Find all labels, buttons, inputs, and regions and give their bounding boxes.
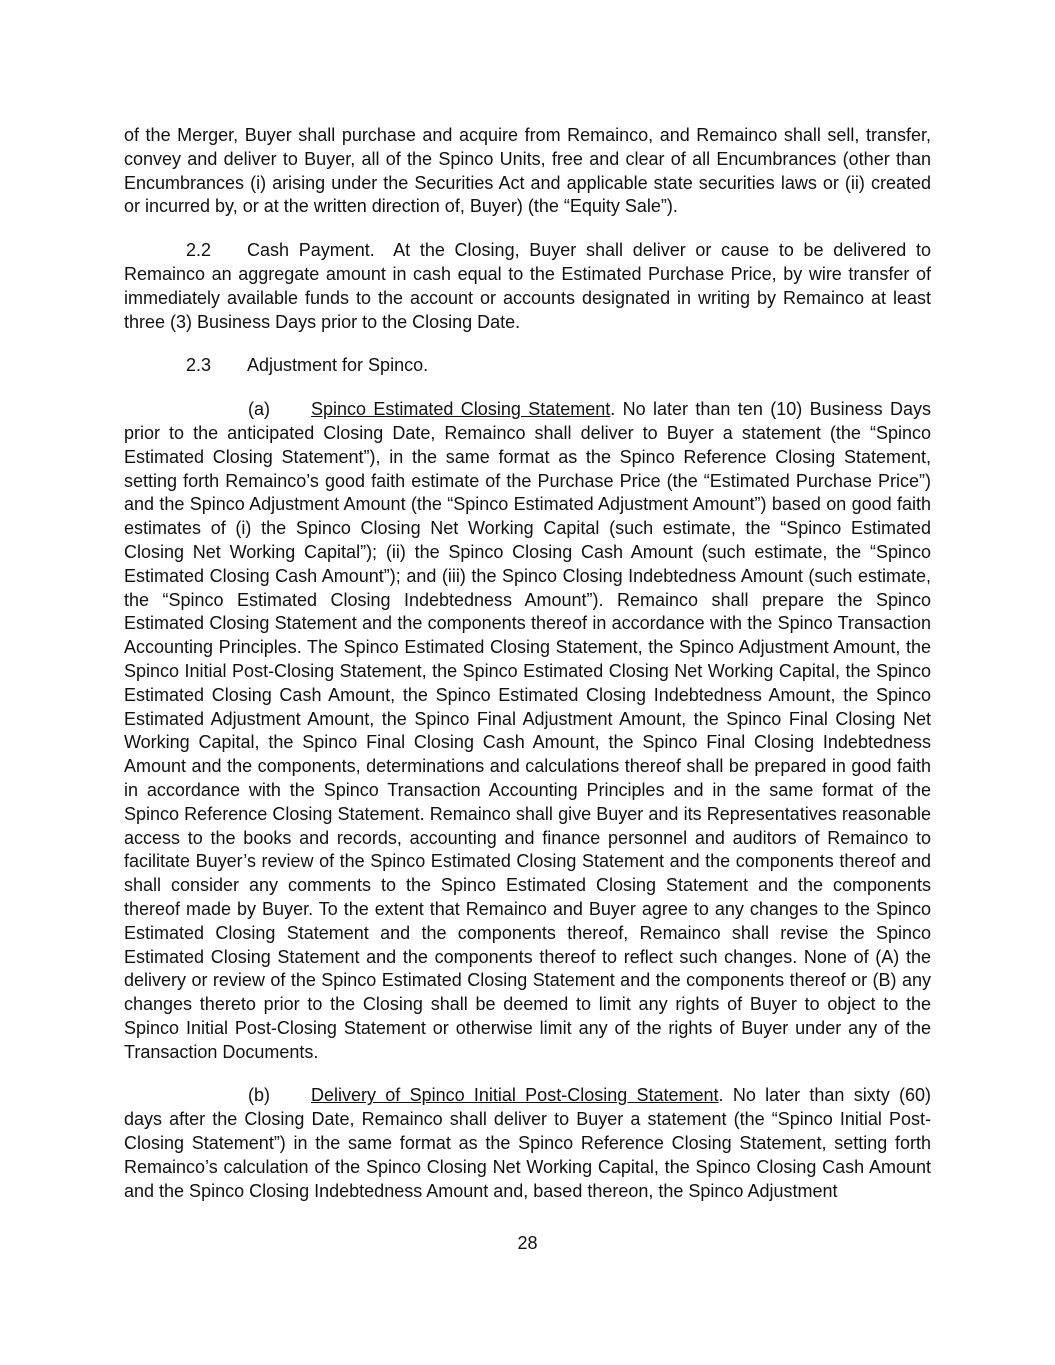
paragraph-equity-sale: of the Merger, Buyer shall purchase and acquire from Remainco, and Remainco shall sell, transfer, convey and deliver to Buyer, all of the Spinco Units, free and clear of all Encumbrances (other than Encumbrances (i) arising under the Securities Act and applicable state securities laws or (ii) created or incurred by, or at the written direction of, Buyer) (the “Equity Sale”). xyxy=(124,125,931,217)
section-number: 2.2 xyxy=(186,240,212,261)
section-title: Adjustment for Spinco. xyxy=(247,355,429,376)
subsection-body: . No later than ten (10) Business Days prior to the anticipated Closing Date, Remainco shall deliver to Buyer a statement (the “Spinco Estimated Closing Statement”), in the same format as the Spinco Reference Closing Statement, setting forth Remainco’s good faith estimate of the Purchase Price (the “Estimated Purchase Price”) and the Spinco Adjustment Amount (the “Spinco Estimated Adjustment Amount”) based on good faith estimates of (i) the Spinco Closing Net Working Capital (such estimate, the “Spinco Estimated Closing Net Working Capital”); (ii) the Spinco Closing Cash Amount (such estimate, the “Spinco Estimated Closing Cash Amount”); and (iii) the Spinco Closing Indebtedness Amount (such estimate, the “Spinco Estimated Closing Indebtedness Amount”). Remainco shall prepare the Spinco Estimated Closing Statement and the components thereof in accordance with the Spinco Transaction Accounting Principles. The Spinco Estimated Closing Statement, the Spinco Adjustment Amount, the Spinco Initial Post-Closing Statement, the Spinco Estimated Closing Net Working Capital, the Spinco Estimated Closing Cash Amount, the Spinco Estimated Closing Indebtedness Amount, the Spinco Estimated Adjustment Amount, the Spinco Final Adjustment Amount, the Spinco Final Closing Net Working Capital, the Spinco Final Closing Cash Amount, the Spinco Final Closing Indebtedness Amount and the components, determinations and calculations thereof shall be prepared in good faith in accordance with the Spinco Transaction Accounting Principles and in the same format of the Spinco Reference Closing Statement. Remainco shall give Buyer and its Representatives reasonable access to the books and records, accounting and finance personnel and auditors of Remainco to facilitate Buyer’s review of the Spinco Estimated Closing Statement and the components thereof and shall consider any comments to the Spinco Estimated Closing Statement and the components thereof made by Buyer. To the extent that Remainco and Buyer agree to any changes to the Spinco Estimated Closing Statement and the components thereof, Remainco shall revise the Spinco Estimated Closing Statement and the components thereof to reflect such changes. None of (A) the delivery or review of the Spinco Estimated Closing Statement and the components thereof or (B) any changes thereto prior to the Closing shall be deemed to limit any rights of Buyer to object to the Spinco Initial Post-Closing Statement or otherwise limit any of the rights of Buyer under any of the Transaction Documents. xyxy=(124,399,931,1062)
subsection-title: Delivery of Spinco Initial Post-Closing Statement xyxy=(311,1085,719,1106)
section-2-3 xyxy=(124,354,931,378)
section-title: Cash Payment. xyxy=(247,240,375,261)
subsection-a xyxy=(124,398,931,1064)
subsection-body: . No later than sixty (60) days after the Closing Date, Remainco shall deliver to Buyer a statement (the “Spinco Initial Post-Closing Statement”) in the same format as the Spinco Reference Closing Statement, setting forth Remainco’s calculation of the Spinco Closing Net Working Capital, the Spinco Closing Cash Amount and the Spinco Closing Indebtedness Amount and, based thereon, the Spinco Adjustment xyxy=(124,1085,931,1201)
document-page xyxy=(124,124,931,1223)
section-body: At the Closing, Buyer shall deliver or cause to be delivered to Remainco an aggregate amount in cash equal to the Estimated Purchase Price, by wire transfer of immediately available funds to the account or accounts designated in writing by Remainco at least three (3) Business Days prior to the Closing Date. xyxy=(124,240,931,332)
subsection-title: Spinco Estimated Closing Statement xyxy=(311,399,611,420)
section-number: 2.3 xyxy=(186,355,212,376)
subsection-label: (a) xyxy=(248,399,270,420)
section-2-2 xyxy=(124,239,931,334)
subsection-b xyxy=(124,1084,931,1203)
page-number: 28 xyxy=(517,1233,538,1253)
subsection-label: (b) xyxy=(248,1085,270,1106)
